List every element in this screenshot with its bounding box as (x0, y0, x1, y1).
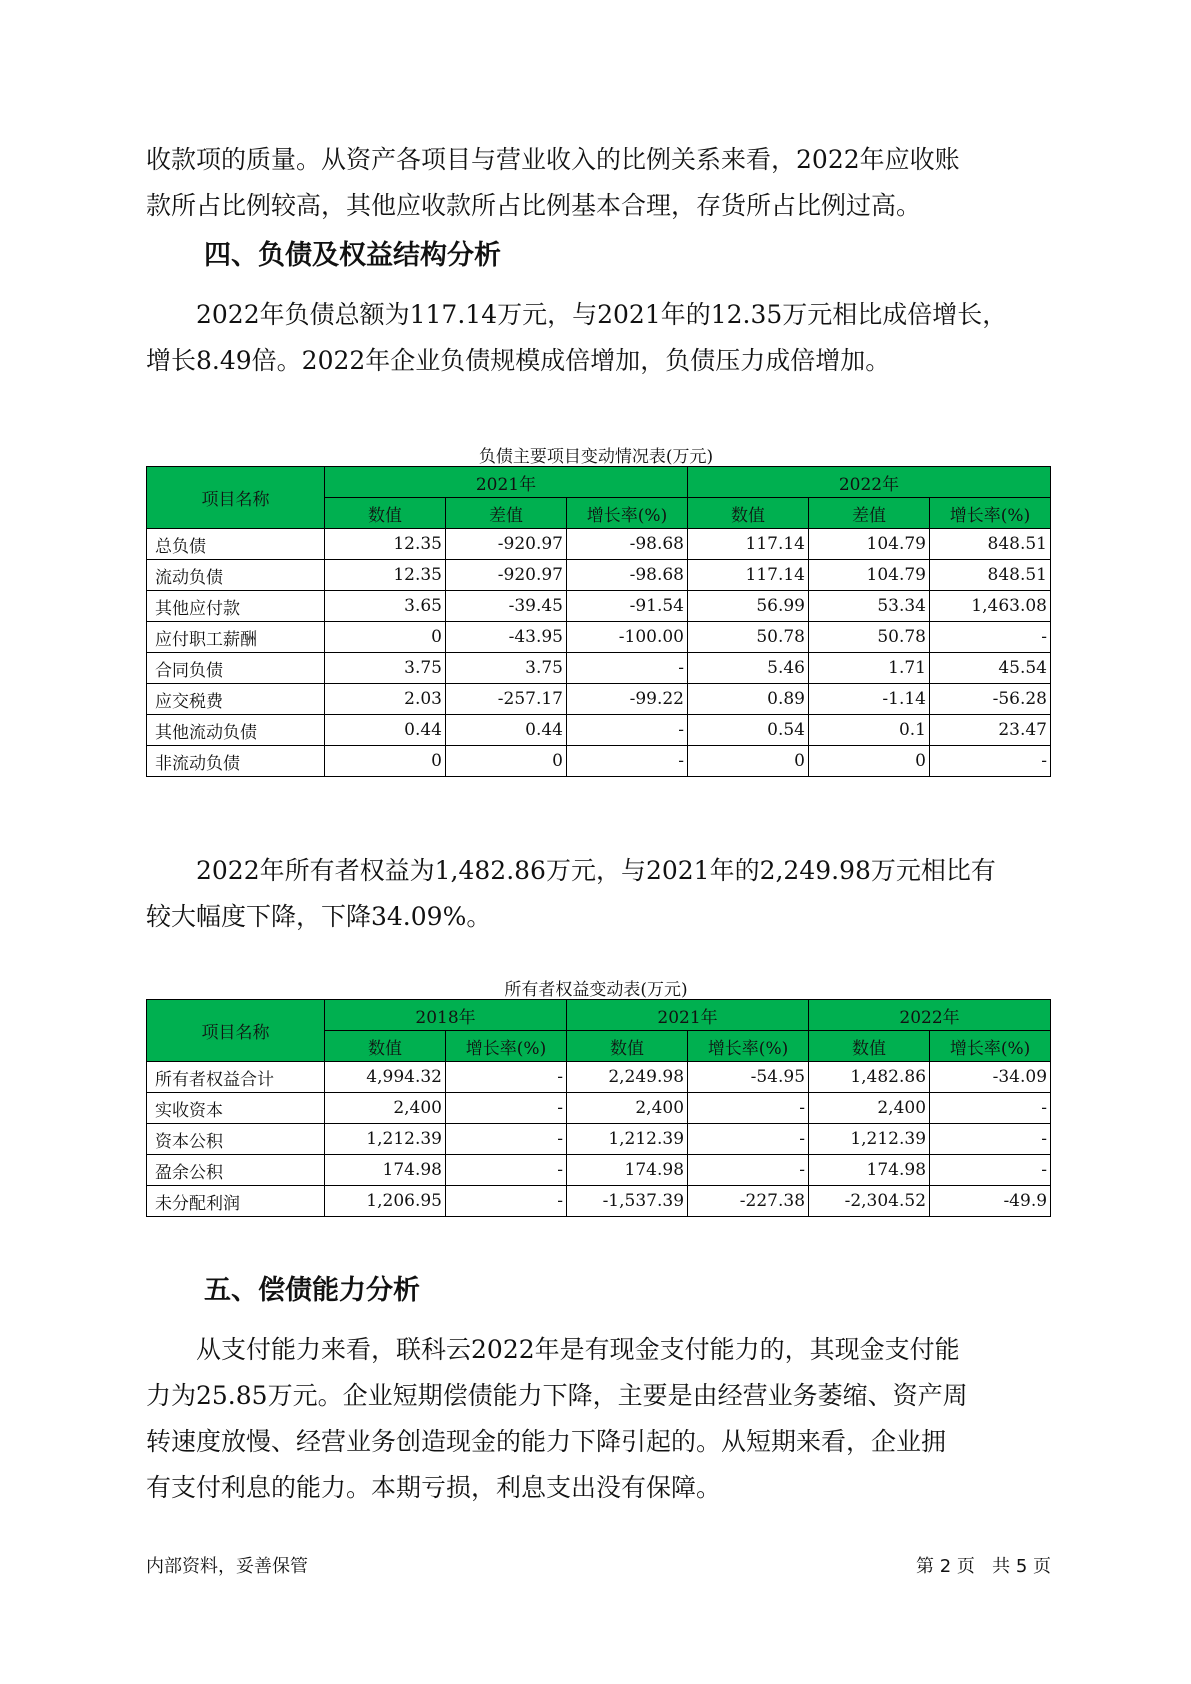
table-cell: 50.78 (688, 622, 809, 653)
table-row (147, 1093, 1051, 1124)
table-cell: 2,249.98 (567, 1062, 688, 1093)
table-row (147, 560, 1051, 591)
table-cell: -98.68 (567, 560, 688, 591)
table-cell: 50.78 (809, 622, 930, 653)
equity-paragraph (146, 848, 1046, 940)
table-cell: 1,482.86 (809, 1062, 930, 1093)
table-cell: 0.1 (809, 715, 930, 746)
table-cell: 0.89 (688, 684, 809, 715)
paragraph-line: 2022年负债总额为117.14万元，与2021年的12.35万元相比成倍增长， (196, 300, 1008, 329)
header-growth: 增长率(%) (567, 498, 688, 529)
table-cell: - (688, 1155, 809, 1186)
row-label: 应交税费 (147, 684, 325, 715)
header-year-2021: 2021年 (567, 1000, 809, 1031)
row-label: 合同负债 (147, 653, 325, 684)
row-label: 未分配利润 (147, 1186, 325, 1217)
table-cell: - (567, 746, 688, 777)
table-cell: - (930, 746, 1051, 777)
table-cell: 1,212.39 (567, 1124, 688, 1155)
section-5-heading: 五、偿债能力分析 (204, 1275, 420, 1306)
header-year-2018: 2018年 (325, 1000, 567, 1031)
table-cell: -1,537.39 (567, 1186, 688, 1217)
table-cell: -39.45 (446, 591, 567, 622)
table-cell: 0 (325, 746, 446, 777)
table-cell: - (930, 1124, 1051, 1155)
header-diff: 差值 (809, 498, 930, 529)
table-cell: 0 (325, 622, 446, 653)
row-label: 非流动负债 (147, 746, 325, 777)
table-cell: -100.00 (567, 622, 688, 653)
table-cell: 3.75 (446, 653, 567, 684)
row-label: 总负债 (147, 529, 325, 560)
table-row (147, 653, 1051, 684)
table-cell: -49.9 (930, 1186, 1051, 1217)
table-cell: -54.95 (688, 1062, 809, 1093)
table-row (147, 684, 1051, 715)
table-cell: 12.35 (325, 529, 446, 560)
table-cell: 45.54 (930, 653, 1051, 684)
table-cell: - (446, 1124, 567, 1155)
table-cell: 2,400 (809, 1093, 930, 1124)
table-cell: 174.98 (325, 1155, 446, 1186)
table-cell: -257.17 (446, 684, 567, 715)
table-cell: -920.97 (446, 560, 567, 591)
table-cell: 56.99 (688, 591, 809, 622)
table-row (147, 529, 1051, 560)
paragraph-line: 转速度放慢、经营业务创造现金的能力下降引起的。从短期来看，企业拥 (146, 1427, 947, 1456)
table-row (147, 715, 1051, 746)
table-cell: 0 (809, 746, 930, 777)
table-cell: 1,463.08 (930, 591, 1051, 622)
paragraph-line: 较大幅度下降，下降34.09%。 (146, 902, 492, 931)
table-cell: 2,400 (325, 1093, 446, 1124)
header-growth: 增长率(%) (930, 1031, 1051, 1062)
paragraph-line: 有支付利息的能力。本期亏损，利息支出没有保障。 (146, 1473, 722, 1502)
table-row (147, 746, 1051, 777)
table-cell: - (930, 1093, 1051, 1124)
table-cell: 1.71 (809, 653, 930, 684)
header-value: 数值 (688, 498, 809, 529)
paragraph-line: 力为25.85万元。企业短期偿债能力下降，主要是由经营业务萎缩、资产周 (146, 1381, 968, 1410)
table-cell: 3.75 (325, 653, 446, 684)
table-cell: 23.47 (930, 715, 1051, 746)
table-cell: 12.35 (325, 560, 446, 591)
table-cell: -227.38 (688, 1186, 809, 1217)
paragraph-line: 增长8.49倍。2022年企业负债规模成倍增加，负债压力成倍增加。 (146, 346, 891, 375)
table-row (147, 591, 1051, 622)
row-label: 资本公积 (147, 1124, 325, 1155)
table-cell: -920.97 (446, 529, 567, 560)
section-4-heading: 四、负债及权益结构分析 (204, 240, 501, 271)
table-cell: 0.54 (688, 715, 809, 746)
row-label: 盈余公积 (147, 1155, 325, 1186)
table-cell: - (567, 653, 688, 684)
liabilities-table-caption: 负债主要项目变动情况表(万元) (478, 447, 714, 467)
table-cell: -56.28 (930, 684, 1051, 715)
header-value: 数值 (325, 1031, 446, 1062)
table-cell: 174.98 (567, 1155, 688, 1186)
table-row (147, 1155, 1051, 1186)
table-cell: 3.65 (325, 591, 446, 622)
table-cell: - (930, 622, 1051, 653)
header-year-2022: 2022年 (809, 1000, 1051, 1031)
table-cell: 848.51 (930, 529, 1051, 560)
footer-confidential: 内部资料，妥善保管 (146, 1556, 308, 1577)
table-row (147, 622, 1051, 653)
table-row (147, 1186, 1051, 1217)
liabilities-table (146, 466, 1051, 777)
table-cell: 0.44 (446, 715, 567, 746)
table-cell: -98.68 (567, 529, 688, 560)
table-cell: 2.03 (325, 684, 446, 715)
footer-page-number: 第 2 页 共 5 页 (916, 1556, 1051, 1577)
row-label: 流动负债 (147, 560, 325, 591)
table-cell: - (930, 1155, 1051, 1186)
table-cell: - (446, 1093, 567, 1124)
table-row (147, 1124, 1051, 1155)
table-cell: 117.14 (688, 560, 809, 591)
header-item-name: 项目名称 (147, 1000, 325, 1062)
table-cell: - (567, 715, 688, 746)
header-growth: 增长率(%) (930, 498, 1051, 529)
table-cell: 104.79 (809, 529, 930, 560)
table-cell: 1,206.95 (325, 1186, 446, 1217)
header-value: 数值 (325, 498, 446, 529)
table-cell: 0 (688, 746, 809, 777)
header-growth: 增长率(%) (688, 1031, 809, 1062)
table-cell: 4,994.32 (325, 1062, 446, 1093)
table-cell: 1,212.39 (809, 1124, 930, 1155)
header-value: 数值 (809, 1031, 930, 1062)
table-row (147, 1062, 1051, 1093)
solvency-paragraph (146, 1327, 1046, 1511)
paragraph-line: 收款项的质量。从资产各项目与营业收入的比例关系来看，2022年应收账 (146, 145, 960, 174)
table-cell: 5.46 (688, 653, 809, 684)
table-cell: - (446, 1186, 567, 1217)
table-cell: 1,212.39 (325, 1124, 446, 1155)
header-year-2021: 2021年 (325, 467, 688, 498)
table-cell: -99.22 (567, 684, 688, 715)
row-label: 实收资本 (147, 1093, 325, 1124)
table-cell: 0.44 (325, 715, 446, 746)
table-cell: 53.34 (809, 591, 930, 622)
row-label: 其他应付款 (147, 591, 325, 622)
paragraph-line: 款所占比例较高，其他应收款所占比例基本合理，存货所占比例过高。 (146, 191, 922, 220)
equity-table-caption: 所有者权益变动表(万元) (504, 980, 688, 1000)
header-item-name: 项目名称 (147, 467, 325, 529)
row-label: 所有者权益合计 (147, 1062, 325, 1093)
table-cell: 117.14 (688, 529, 809, 560)
liabilities-paragraph (146, 292, 1046, 384)
table-cell: 848.51 (930, 560, 1051, 591)
table-cell: 2,400 (567, 1093, 688, 1124)
table-cell: -43.95 (446, 622, 567, 653)
header-year-2022: 2022年 (688, 467, 1051, 498)
table-cell: - (688, 1124, 809, 1155)
table-cell: - (688, 1093, 809, 1124)
row-label: 其他流动负债 (147, 715, 325, 746)
table-cell: 0 (446, 746, 567, 777)
table-cell: -91.54 (567, 591, 688, 622)
table-cell: -34.09 (930, 1062, 1051, 1093)
row-label: 应付职工薪酬 (147, 622, 325, 653)
table-cell: -2,304.52 (809, 1186, 930, 1217)
table-cell: - (446, 1155, 567, 1186)
paragraph-line: 2022年所有者权益为1,482.86万元，与2021年的2,249.98万元相比有 (196, 856, 996, 885)
header-growth: 增长率(%) (446, 1031, 567, 1062)
intro-paragraph (146, 137, 1046, 229)
table-cell: - (446, 1062, 567, 1093)
paragraph-line: 从支付能力来看，联科云2022年是有现金支付能力的，其现金支付能 (196, 1335, 960, 1364)
table-cell: 174.98 (809, 1155, 930, 1186)
header-diff: 差值 (446, 498, 567, 529)
table-cell: 104.79 (809, 560, 930, 591)
table-cell: -1.14 (809, 684, 930, 715)
header-value: 数值 (567, 1031, 688, 1062)
equity-table (146, 999, 1051, 1217)
